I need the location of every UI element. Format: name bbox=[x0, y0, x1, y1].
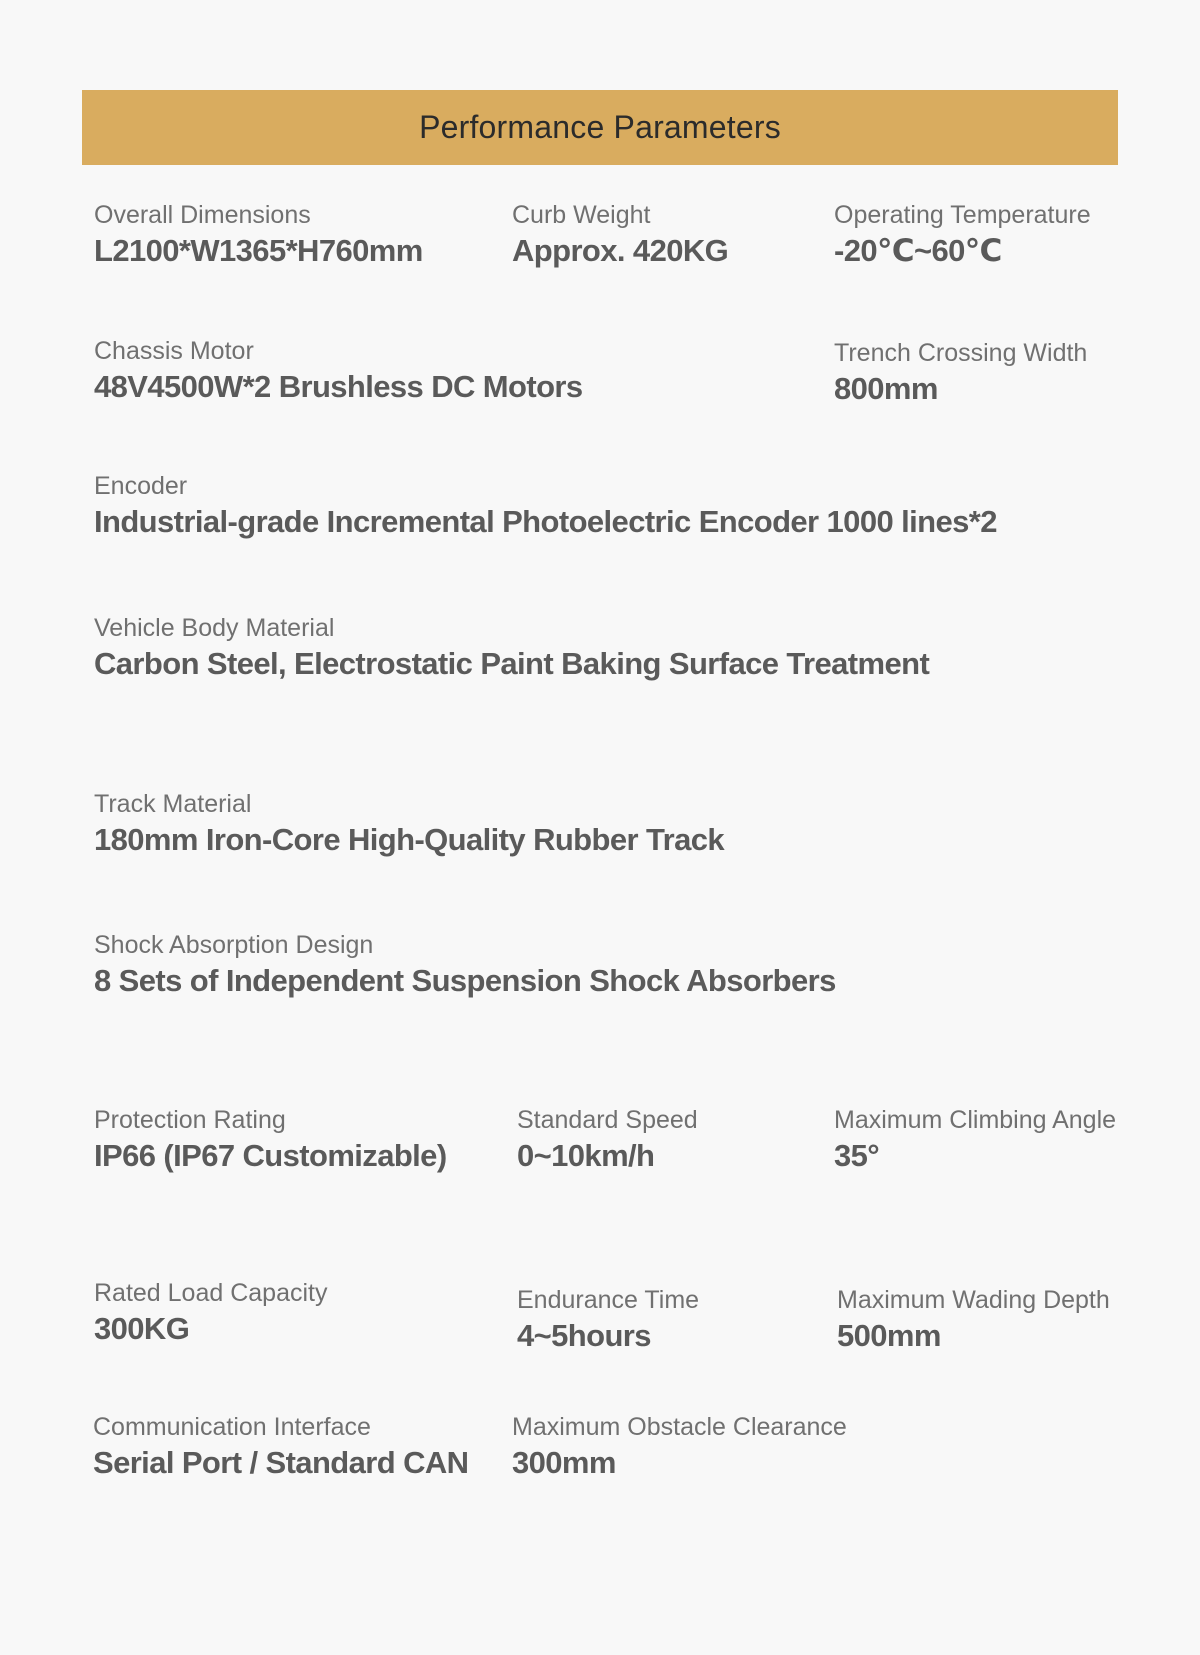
param-value: Carbon Steel, Electrostatic Paint Baking Surface Treatment bbox=[94, 646, 930, 681]
param-value: 300KG bbox=[94, 1311, 190, 1346]
param-value: 500mm bbox=[837, 1318, 941, 1353]
param-label: Operating Temperature bbox=[834, 201, 1091, 229]
param-label: Maximum Obstacle Clearance bbox=[512, 1413, 847, 1441]
param-endurance-time bbox=[517, 1284, 699, 1356]
param-label: Endurance Time bbox=[517, 1286, 700, 1314]
param-value: 0~10km/h bbox=[517, 1138, 655, 1173]
param-curb-weight bbox=[512, 199, 728, 271]
param-value: 300mm bbox=[512, 1445, 616, 1480]
param-label: Rated Load Capacity bbox=[94, 1279, 328, 1307]
param-label: Vehicle Body Material bbox=[94, 614, 335, 642]
param-standard-speed bbox=[517, 1104, 698, 1176]
param-trench-crossing-width bbox=[834, 337, 1087, 409]
param-value: 4~5hours bbox=[517, 1318, 651, 1353]
param-rated-load-capacity bbox=[94, 1277, 327, 1349]
param-value: 35° bbox=[834, 1138, 880, 1173]
param-label: Communication Interface bbox=[93, 1413, 371, 1441]
param-value: IP66 (IP67 Customizable) bbox=[94, 1138, 447, 1173]
param-value: Approx. 420KG bbox=[512, 233, 729, 268]
param-label: Chassis Motor bbox=[94, 337, 254, 365]
param-value: Industrial-grade Incremental Photoelectric Encoder 1000 lines*2 bbox=[94, 504, 997, 539]
param-label: Standard Speed bbox=[517, 1106, 698, 1134]
param-label: Overall Dimensions bbox=[94, 201, 311, 229]
param-protection-rating bbox=[94, 1104, 447, 1176]
param-label: Trench Crossing Width bbox=[834, 339, 1088, 367]
param-label: Maximum Climbing Angle bbox=[834, 1106, 1117, 1134]
param-overall-dimensions bbox=[94, 199, 423, 271]
param-vehicle-body-material bbox=[94, 612, 929, 684]
param-value: Serial Port / Standard CAN bbox=[93, 1445, 469, 1480]
param-value: 8 Sets of Independent Suspension Shock Absorbers bbox=[94, 963, 836, 998]
header-bar bbox=[82, 90, 1118, 165]
param-maximum-climbing-angle bbox=[834, 1104, 1116, 1176]
param-track-material bbox=[94, 788, 724, 860]
param-label: Shock Absorption Design bbox=[94, 931, 374, 959]
param-value: 48V4500W*2 Brushless DC Motors bbox=[94, 369, 583, 404]
param-communication-interface bbox=[93, 1411, 468, 1483]
param-label: Curb Weight bbox=[512, 201, 651, 229]
param-shock-absorption-design bbox=[94, 929, 836, 1001]
param-label: Maximum Wading Depth bbox=[837, 1286, 1110, 1314]
param-label: Encoder bbox=[94, 472, 188, 500]
param-operating-temperature bbox=[834, 199, 1091, 271]
param-chassis-motor bbox=[94, 335, 583, 407]
param-encoder bbox=[94, 470, 997, 542]
param-label: Track Material bbox=[94, 790, 252, 818]
param-value: 800mm bbox=[834, 371, 938, 406]
param-value: 180mm Iron-Core High-Quality Rubber Track bbox=[94, 822, 724, 857]
param-maximum-obstacle-clearance bbox=[512, 1411, 847, 1483]
param-label: Protection Rating bbox=[94, 1106, 286, 1134]
param-value: L2100*W1365*H760mm bbox=[94, 233, 423, 268]
param-maximum-wading-depth bbox=[837, 1284, 1110, 1356]
param-value: -20℃~60℃ bbox=[834, 233, 1002, 268]
page-title: Performance Parameters bbox=[419, 109, 781, 145]
